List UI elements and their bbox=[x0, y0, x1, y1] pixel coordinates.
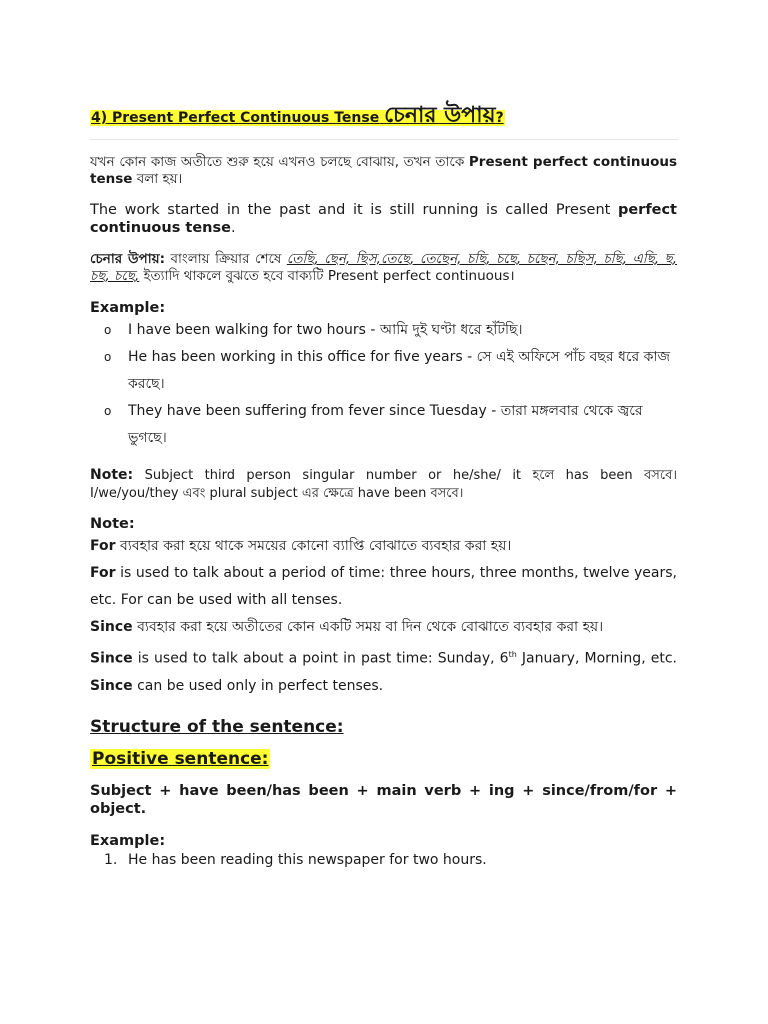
recognition-words: তেছি, ছেন, ছিস,তেছে, তেছেন, চছি, চছে, চছেন, চছিস, চছি, এছি, ছ, চছ, চছে, bbox=[90, 251, 677, 284]
since-bangla: Since ব্যবহার করা হয়ে অতীতের কোন একটি সময় বা দিন থেকে বোঝাতে ব্যবহার করা হয়। bbox=[90, 619, 604, 635]
document-page bbox=[90, 98, 677, 870]
for-english: For is used to talk about a period of time: three hours, three months, twelve years, etc. For can be used with all tenses. bbox=[90, 565, 677, 608]
positive-sentence-label: Positive sentence: bbox=[92, 748, 269, 769]
structure-title: Structure of the sentence: bbox=[90, 716, 344, 737]
heading-line bbox=[90, 98, 677, 135]
list-item: o They have been suffering from fever since Tuesday - তারা মঙ্গলবার থেকে জ্বরে ভুগছে। bbox=[90, 398, 677, 452]
section-heading bbox=[90, 103, 505, 128]
bullet-marker: o bbox=[104, 350, 112, 364]
bangla-definition: যখন কোন কাজ অতীতে শুরু হয়ে এখনও চলছে বোঝায়, তখন তাকে Present perfect continuous tense বলা হয়। bbox=[90, 154, 678, 187]
heading-qmark: ? bbox=[495, 110, 504, 126]
heading-title: Present Perfect Continuous Tense bbox=[112, 110, 380, 126]
example-label-2: Example: bbox=[90, 832, 166, 849]
bullet-marker: o bbox=[104, 404, 112, 418]
heading-divider bbox=[90, 139, 678, 140]
recognition-label: চেনার উপায়: bbox=[90, 251, 165, 267]
bullet-marker: o bbox=[104, 323, 112, 337]
example-label: Example: bbox=[90, 300, 166, 316]
english-definition: The work started in the past and it is still running is called Present perfect continuous tense. bbox=[90, 202, 677, 236]
sentence-formula: Subject + have been/has been + main verb + ing + since/from/for + object. bbox=[90, 782, 677, 817]
list-item: 1. He has been reading this newspaper for two hours. bbox=[104, 851, 487, 868]
note-subject-agreement: Note: Subject third person singular number or he/she/ it হলে has been বসবে। I/we/you/they এবং plural subject এর ক্ষেত্রে have been বসবে। bbox=[90, 467, 677, 501]
list-item: o He has been working in this office for five years - সে এই অফিসে পাঁচ বছর ধরে কাজ করছে। bbox=[90, 344, 677, 398]
example-list bbox=[90, 317, 677, 452]
heading-number: 4) bbox=[91, 110, 108, 126]
recognition-paragraph: চেনার উপায়: বাংলায় ক্রিয়ার শেষে তেছি, ছেন, ছিস,তেছে, তেছেন, চছি, চছে, চছেন, চছিস, চছি, এছি, ছ, চছ, চছে, ইত্যাদি থাকলে বুঝতে হবে বাক্যটি Present perfect continuous। bbox=[90, 251, 677, 284]
note-label: Note: bbox=[90, 516, 135, 532]
for-bangla: For ব্যবহার করা হয়ে থাকে সময়ের কোনো ব্যাপ্তি বোঝাতে ব্যবহার করা হয়। bbox=[90, 538, 512, 554]
list-item: o I have been walking for two hours - আমি দুই ঘণ্টা ধরে হাঁটছি। bbox=[90, 317, 677, 344]
numbered-example-list bbox=[90, 850, 677, 870]
since-english: Since is used to talk about a point in past time: Sunday, 6th January, Morning, etc. Since can be used only in perfect tenses. bbox=[90, 650, 677, 694]
heading-bangla: চেনার উপায় bbox=[384, 103, 496, 128]
